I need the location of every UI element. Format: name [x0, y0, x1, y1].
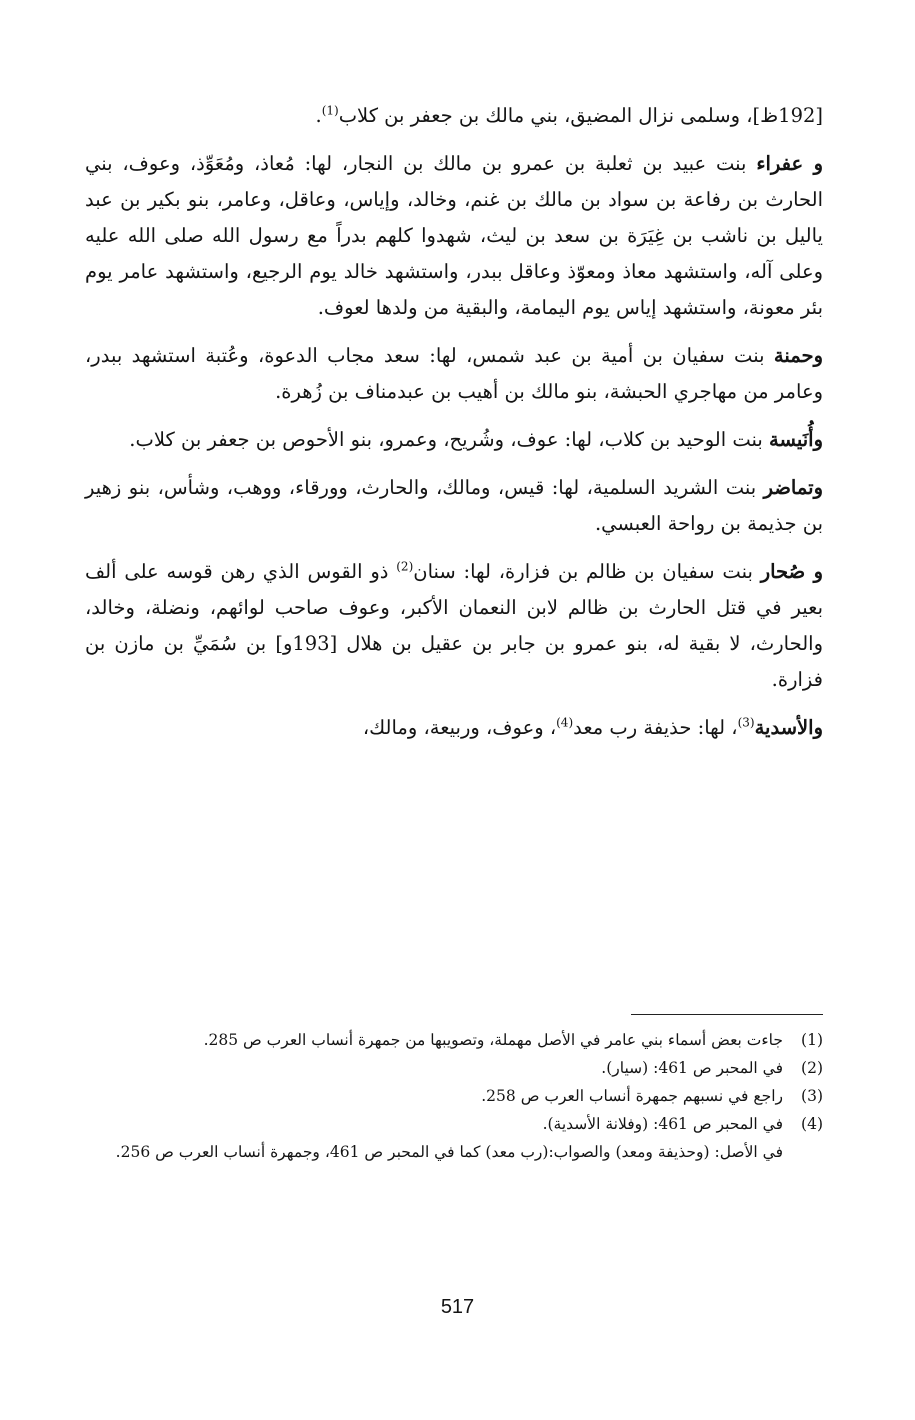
footnote-text: جاءت بعض أسماء بني عامر في الأصل مهملة، وتصويبها من جمهرة أنساب العرب ص 285. — [203, 1031, 783, 1049]
footnote-number: (4) — [801, 1115, 823, 1133]
footnote-ref: (2) — [396, 559, 414, 574]
name-term: و صُحار — [760, 560, 823, 583]
paragraph-text: بنت سفيان بن ظالم بن فزارة، لها: سنان — [413, 560, 761, 583]
paragraph-text-after: ، وعوف، وربيعة، ومالك، — [362, 716, 557, 739]
footnote-number: (2) — [801, 1059, 823, 1077]
paragraph-asadiyya — [85, 710, 823, 746]
footnote-number: (1) — [801, 1031, 823, 1049]
footnote-3 — [88, 1082, 823, 1110]
name-term: والأسدية — [754, 716, 823, 739]
paragraph-suhar — [85, 554, 823, 698]
paragraph-unaysa — [85, 422, 823, 458]
paragraph-text-after: ، لها: حذيفة رب معد — [573, 716, 738, 739]
footnote-ref: (4) — [556, 715, 574, 730]
paragraph-text-after: ذو القوس الذي رهن قوسه على ألف بعير في قتل الحارث بن ظالم لابن النعمان الأكبر، وعوف صاحب لوائهم، ونضلة، وخالد، والحارث، لا بقية له، بنو عمرو بن جابر بن عقيل بن هلال [193و] بن سُمَيِّ بن مازن بن فزارة. — [85, 560, 823, 691]
paragraph-1 — [85, 98, 823, 134]
name-term: وأُنَيسة — [769, 428, 823, 451]
paragraph-text-after: . — [315, 104, 322, 127]
paragraph-text: [192ظ]، وسلمى نزال المضيق، بني مالك بن جعفر بن كلاب — [338, 104, 823, 127]
name-term: وحمنة — [773, 344, 823, 367]
paragraph-tumadir — [85, 470, 823, 542]
name-term: و عفراء — [756, 152, 823, 175]
paragraph-text: بنت الوحيد بن كلاب، لها: عوف، وشُريح، وعمرو، بنو الأحوص بن جعفر بن كلاب. — [129, 428, 769, 451]
footnote-text: في المحبر ص 461: (سيار). — [601, 1059, 783, 1077]
footnote-1 — [88, 1026, 823, 1054]
footnote-ref: (3) — [737, 715, 755, 730]
paragraph-afra — [85, 146, 823, 326]
footnote-continuation: في الأصل: (وحذيفة ومعد) والصواب:(رب معد) كما في المحبر ص 461، وجمهرة أنساب العرب ص 256. — [115, 1143, 783, 1161]
main-text — [85, 98, 823, 758]
footnote-number: (3) — [801, 1087, 823, 1105]
footnote-text: في المحبر ص 461: (وفلانة الأسدية). — [542, 1115, 783, 1133]
paragraph-text: بنت سفيان بن أمية بن عبد شمس، لها: سعد مجاب الدعوة، وعُتبة استشهد ببدر، وعامر من مهاجري الحبشة، بنو مالك بن أهيب بن عبدمناف بن زُهرة. — [85, 344, 823, 403]
footnote-text: راجع في نسبهم جمهرة أنساب العرب ص 258. — [481, 1087, 783, 1105]
footnotes — [88, 1026, 823, 1166]
footnote-divider — [631, 1014, 823, 1015]
name-term: وتماضر — [763, 476, 823, 499]
paragraph-text: بنت عبيد بن ثعلبة بن عمرو بن مالك بن النجار، لها: مُعاذ، ومُعَوِّذ، وعوف، بني الحارث بن رفاعة بن سواد بن مالك بن غنم، وخالد، وإياس، وعاقل، وعامر، بنو بكير بن عبد ياليل بن ناشب بن غِيَرَة بن سعد بن ليث، شهدوا كلهم بدراً مع رسول الله صلى الله عليه وعلى آله، واستشهد معاذ ومعوّذ وعاقل ببدر، واستشهد خالد يوم الرجيع، واستشهد عامر يوم بئر معونة، واستشهد إياس يوم اليمامة، والبقية من ولدها لعوف. — [85, 152, 823, 319]
paragraph-hamna — [85, 338, 823, 410]
paragraph-text: بنت الشريد السلمية، لها: قيس، ومالك، والحارث، وورقاء، ووهب، وشأس، بنو زهير بن جذيمة بن رواحة العبسي. — [85, 476, 823, 535]
footnote-ref: (1) — [321, 103, 339, 118]
footnote-2 — [88, 1054, 823, 1082]
footnote-4 — [88, 1110, 823, 1138]
page-number: 517 — [440, 1296, 475, 1318]
